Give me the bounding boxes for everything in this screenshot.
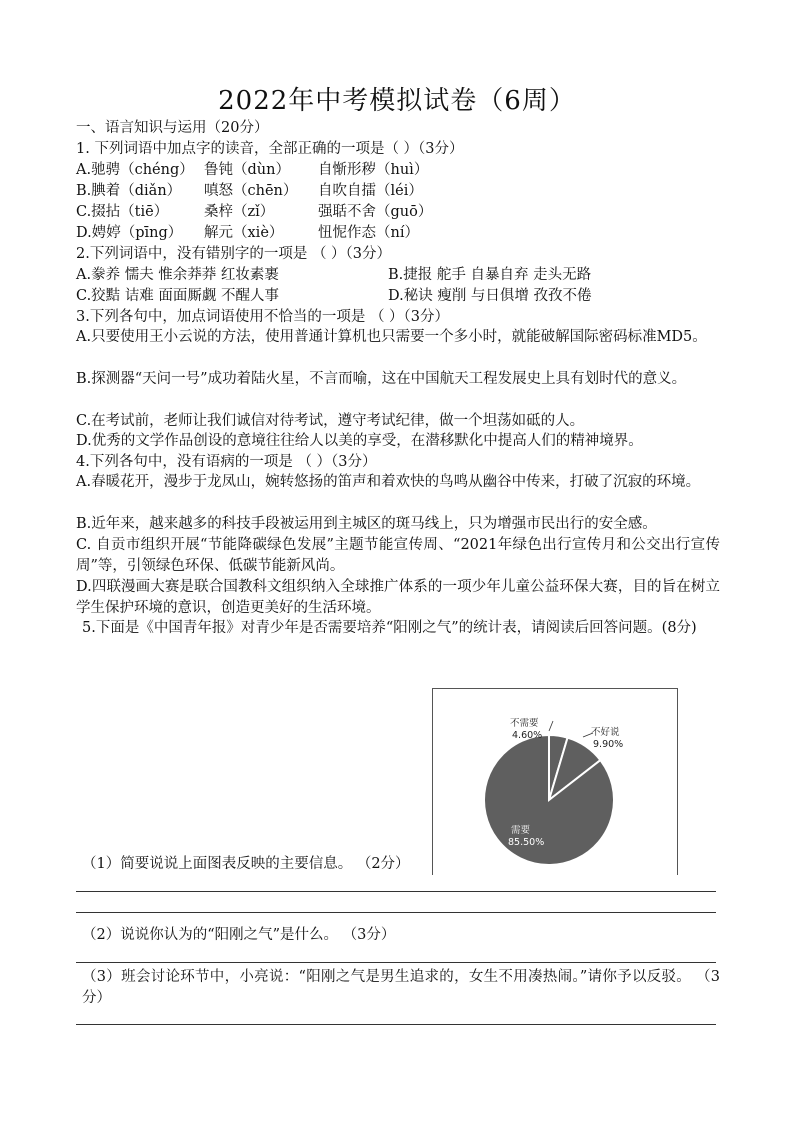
label-unsure: 不好说 xyxy=(591,727,620,738)
q4-option-c: C. 自贡市组织开展“节能降碳绿色发展”主题节能宣传周、“2021年绿色出行宣传月和公交出行宣传周”等，引领绿色环保、低碳节能新风尚。 xyxy=(76,537,720,574)
leader-line-no-need xyxy=(549,721,553,731)
pie-chart-frame xyxy=(432,688,678,875)
answer-line-2[interactable] xyxy=(76,912,716,913)
q2-option-d: D.秘诀 瘦削 与日俱增 孜孜不倦 xyxy=(388,288,592,304)
q1-option-d xyxy=(76,223,419,243)
answer-line-4[interactable] xyxy=(76,1024,716,1025)
q2-option-a: A.豢养 懦夫 惟余莽莽 红妆素裹 xyxy=(76,267,279,283)
q1-b-3: 自吹自擂（léi） xyxy=(318,183,423,199)
pie-chart xyxy=(433,689,677,875)
q3-option-d: D.优秀的文学作品创设的意境往往给人以美的享受，在潜移默化中提高人们的精神境界。 xyxy=(76,433,643,449)
q1-d-2: 解元（xiè） xyxy=(204,225,284,241)
q5-stem: 5.下面是《中国青年报》对青少年是否需要培养“阳刚之气”的统计表，请阅读后回答问题。(8分) xyxy=(82,620,697,636)
q2-stem: 2.下列词语中，没有错别字的一项是 （ ）（3分） xyxy=(76,246,392,262)
q4-stem: 4.下列各句中，没有语病的一项是 （ ）（3分） xyxy=(76,454,377,470)
section-heading: 一、语言知识与运用（20分） xyxy=(76,120,269,136)
q4-option-a: A.春暖花开，漫步于龙凤山，婉转悠扬的笛声和着欢快的鸟鸣从幽谷中传来，打破了沉寂的环境。 xyxy=(76,474,701,490)
q3-option-a: A.只要使用王小云说的方法，使用普通计算机也只需要一个多小时，就能破解国际密码标准MD5。 xyxy=(76,329,707,345)
q3-option-c: C.在考试前，老师让我们诚信对待考试，遵守考试纪律，做一个坦荡如砥的人。 xyxy=(76,413,585,429)
label-no-need: 不需要 xyxy=(510,718,539,729)
q1-stem: 1. 下列词语中加点字的读音，全部正确的一项是（ ）（3分） xyxy=(76,141,464,157)
q1-a-3: 自惭形秽（huì） xyxy=(318,162,429,178)
q1-b-1: B.腆着（diǎn） xyxy=(76,183,182,199)
q1-option-c xyxy=(76,202,432,222)
q1-c-2: 桑梓（zǐ） xyxy=(204,204,275,220)
q1-b-2: 嗔怒（chēn） xyxy=(204,183,298,199)
q5-sub3: （3）班会讨论环节中，小亮说：“阳刚之气是男生追求的，女生不用凑热闹。”请你予以反驳。 （3分） xyxy=(82,969,720,1006)
q5-sub2: （2）说说你认为的“阳刚之气”是什么。 （3分） xyxy=(82,927,396,943)
q1-option-a xyxy=(76,160,428,180)
answer-line-3[interactable] xyxy=(76,962,716,963)
q3-stem: 3.下列各句中，加点词语使用不恰当的一项是 （ ）（3分） xyxy=(76,309,450,325)
q1-c-1: C.掇拈（tiē） xyxy=(76,204,169,220)
q1-a-2: 鲁钝（dùn） xyxy=(204,162,290,178)
q1-option-b xyxy=(76,181,423,201)
q1-a-1: A.驰骋（chéng） xyxy=(76,162,194,178)
q4-option-b: B.近年来，越来越多的科技手段被运用到主城区的斑马线上，只为增强市民出行的安全感。 xyxy=(76,516,657,532)
label-need: 需要 xyxy=(511,825,531,836)
q5-sub1: （1）简要说说上面图表反映的主要信息。 （2分） xyxy=(82,856,410,872)
q1-d-3: 忸怩作态（ní） xyxy=(318,225,419,241)
answer-line-1[interactable] xyxy=(76,891,716,892)
value-unsure: 9.90% xyxy=(593,739,624,750)
q2-option-b: B.捷报 舵手 自暴自弃 走头无路 xyxy=(388,267,592,283)
value-no-need: 4.60% xyxy=(512,730,543,741)
q3-option-b: B.探测器“天问一号”成功着陆火星，不言而喻，这在中国航天工程发展史上具有划时代的意义。 xyxy=(76,371,687,387)
page-title: 2022年中考模拟试卷（6周） xyxy=(218,86,576,116)
value-need: 85.50% xyxy=(508,837,545,848)
q4-option-d: D.四联漫画大赛是联合国教科文组织纳入全球推广体系的一项少年儿童公益环保大赛，目的旨在树立学生保护环境的意识，创造更美好的生活环境。 xyxy=(76,579,720,616)
q1-d-1: D.娉婷（pīng） xyxy=(76,225,183,241)
q1-c-3: 强聒不舍（guō） xyxy=(318,204,433,220)
q2-option-c: C.狡黠 诘难 面面厮觑 不醒人事 xyxy=(76,288,280,304)
